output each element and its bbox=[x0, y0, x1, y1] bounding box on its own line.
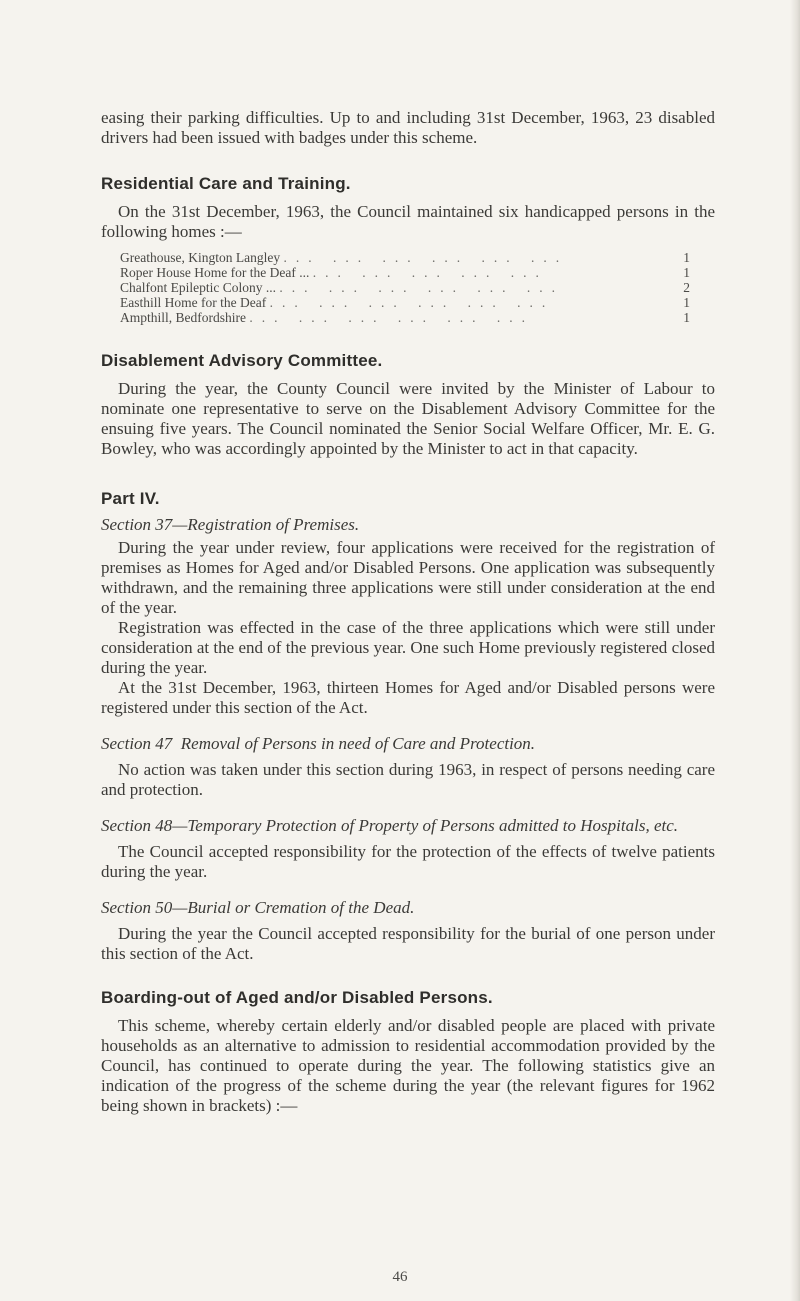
section-title-text: Temporary Protection of Property of Persons admitted to Hospitals, etc. bbox=[187, 816, 679, 835]
section-title-text: Registration of Premises. bbox=[187, 515, 360, 534]
home-name: Roper House Home for the Deaf ... bbox=[120, 265, 310, 280]
leader-dots: ... ... ... ... ... ... bbox=[249, 310, 534, 325]
section-37-title bbox=[101, 515, 715, 535]
leader-dots: ... ... ... ... ... ... bbox=[269, 295, 555, 310]
section-48-title bbox=[101, 816, 715, 836]
boarding-paragraph: This scheme, whereby certain elderly and/or disabled people are placed with private households as an alternative to admission to residential accommodation provided by the Council, has continued to operate during the year. The following statistics give an indication of the progress of the scheme during the year (the relevant figures for 1962 being shown in brackets) :— bbox=[101, 1016, 715, 1115]
section-37-paragraph-2: Registration was effected in the case of the three applications which were still under consideration at the end of the previous year. One such Home previously registered closed during the year. bbox=[101, 618, 715, 677]
page-content bbox=[101, 108, 715, 1116]
section-37-paragraph-1: During the year under review, four applications were received for the registration of premises as Homes for Aged and/or Disabled Persons. One application was subsequently withdrawn, and the remaining three applications were still under consideration at the end of the year. bbox=[101, 538, 715, 617]
intro-paragraph: easing their parking difficulties. Up to and including 31st December, 1963, 23 disabled drivers had been issued with badges under this scheme. bbox=[101, 108, 715, 147]
home-count: 1 bbox=[683, 250, 690, 265]
page-number: 46 bbox=[392, 1269, 408, 1285]
leader-dots: ... ... ... ... ... ... bbox=[283, 250, 569, 265]
home-row bbox=[120, 280, 690, 295]
section-title-text: Removal of Persons in need of Care and Protection. bbox=[180, 734, 536, 753]
page-edge bbox=[790, 0, 800, 1301]
home-name: Easthill Home for the Deaf bbox=[120, 295, 267, 310]
section-37-paragraph-3: At the 31st December, 1963, thirteen Homes for Aged and/or Disabled persons were registered under this section of the Act. bbox=[101, 678, 715, 717]
section-title-text: Burial or Cremation of the Dead. bbox=[187, 898, 415, 917]
home-count: 2 bbox=[683, 280, 690, 295]
section-48-paragraph: The Council accepted responsibility for the protection of the effects of twelve patients during the year. bbox=[101, 842, 715, 881]
section-label: Section 37— bbox=[101, 515, 188, 534]
section-label: Section 47 bbox=[101, 734, 173, 753]
residential-paragraph: On the 31st December, 1963, the Council maintained six handicapped persons in the following homes :— bbox=[101, 202, 715, 241]
home-row bbox=[120, 295, 690, 310]
home-row bbox=[120, 265, 690, 280]
leader-dots: ... ... ... ... ... bbox=[312, 265, 548, 280]
home-count: 1 bbox=[683, 265, 690, 280]
section-label: Section 48— bbox=[101, 816, 188, 835]
advisory-heading: Disablement Advisory Committee. bbox=[101, 351, 383, 370]
home-count: 1 bbox=[683, 310, 690, 325]
section-50-title bbox=[101, 898, 715, 918]
home-count: 1 bbox=[683, 295, 690, 310]
section-50-paragraph: During the year the Council accepted responsibility for the burial of one person under this section of the Act. bbox=[101, 924, 715, 963]
leader-dots: ... ... ... ... ... ... bbox=[279, 280, 564, 295]
part-iv-heading: Part IV. bbox=[101, 489, 160, 508]
residential-heading: Residential Care and Training. bbox=[101, 174, 351, 193]
home-name: Ampthill, Bedfordshire bbox=[120, 310, 246, 325]
home-name: Greathouse, Kington Langley bbox=[120, 250, 281, 265]
home-row bbox=[120, 250, 690, 265]
home-row bbox=[120, 310, 690, 325]
home-name: Chalfont Epileptic Colony ... bbox=[120, 280, 276, 295]
section-label: Section 50— bbox=[101, 898, 188, 917]
homes-list bbox=[120, 250, 690, 325]
advisory-paragraph: During the year, the County Council were invited by the Minister of Labour to nominate one representative to serve on the Disablement Advisory Committee for the ensuing five years. The Council nominated the Senior Social Welfare Officer, Mr. E. G. Bowley, who was accordingly appointed by the Minister to act in that capacity. bbox=[101, 379, 715, 458]
boarding-heading: Boarding-out of Aged and/or Disabled Persons. bbox=[101, 988, 493, 1007]
section-47-paragraph: No action was taken under this section during 1963, in respect of persons needing care and protection. bbox=[101, 760, 715, 799]
section-47-title bbox=[101, 734, 715, 754]
